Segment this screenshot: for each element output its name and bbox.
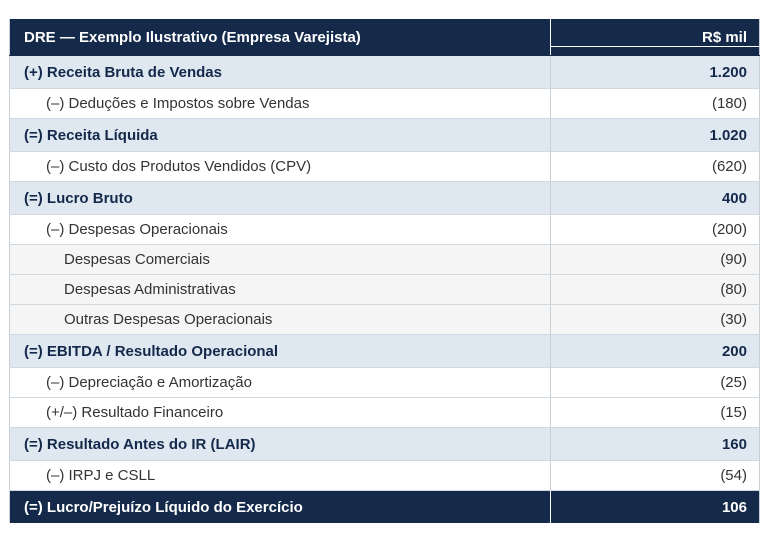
table-row	[10, 56, 760, 89]
table-row	[10, 245, 760, 275]
row-label: (–) Depreciação e Amortização	[10, 368, 551, 398]
table-row	[10, 398, 760, 428]
table-row	[10, 182, 760, 215]
row-value: 400	[551, 182, 760, 215]
row-value: 160	[551, 428, 760, 461]
table-row	[10, 152, 760, 182]
income-statement-table	[9, 19, 760, 523]
row-label: Outras Despesas Operacionais	[10, 305, 551, 335]
row-label: (=) Lucro/Prejuízo Líquido do Exercício	[10, 491, 551, 524]
row-label: (=) Resultado Antes do IR (LAIR)	[10, 428, 551, 461]
row-label: (=) EBITDA / Resultado Operacional	[10, 335, 551, 368]
row-value: (25)	[551, 368, 760, 398]
row-value: (30)	[551, 305, 760, 335]
table-header-row	[10, 19, 760, 56]
row-value: (80)	[551, 275, 760, 305]
row-value: 1.200	[551, 56, 760, 89]
row-value: 200	[551, 335, 760, 368]
table-row	[10, 305, 760, 335]
row-value: (620)	[551, 152, 760, 182]
row-value: (54)	[551, 461, 760, 491]
table-row	[10, 461, 760, 491]
row-label: (=) Lucro Bruto	[10, 182, 551, 215]
table-row	[10, 119, 760, 152]
row-value: 1.020	[551, 119, 760, 152]
net-income-row	[10, 491, 760, 524]
table-row	[10, 275, 760, 305]
row-label: (–) Custo dos Produtos Vendidos (CPV)	[10, 152, 551, 182]
table-row	[10, 215, 760, 245]
row-label: (–) Despesas Operacionais	[10, 215, 551, 245]
row-value: (200)	[551, 215, 760, 245]
row-label: (+) Receita Bruta de Vendas	[10, 56, 551, 89]
row-label: Despesas Administrativas	[10, 275, 551, 305]
row-value: (90)	[551, 245, 760, 275]
table-row	[10, 368, 760, 398]
table-row	[10, 428, 760, 461]
unit-header: R$ mil	[551, 19, 760, 56]
row-label: (–) Deduções e Impostos sobre Vendas	[10, 89, 551, 119]
row-value: (15)	[551, 398, 760, 428]
row-value: (180)	[551, 89, 760, 119]
table-row	[10, 89, 760, 119]
table-title: DRE — Exemplo Ilustrativo (Empresa Varejista)	[10, 19, 551, 56]
row-value: 106	[551, 491, 760, 524]
row-label: Despesas Comerciais	[10, 245, 551, 275]
row-label: (+/–) Resultado Financeiro	[10, 398, 551, 428]
row-label: (–) IRPJ e CSLL	[10, 461, 551, 491]
row-label: (=) Receita Líquida	[10, 119, 551, 152]
table-row	[10, 335, 760, 368]
